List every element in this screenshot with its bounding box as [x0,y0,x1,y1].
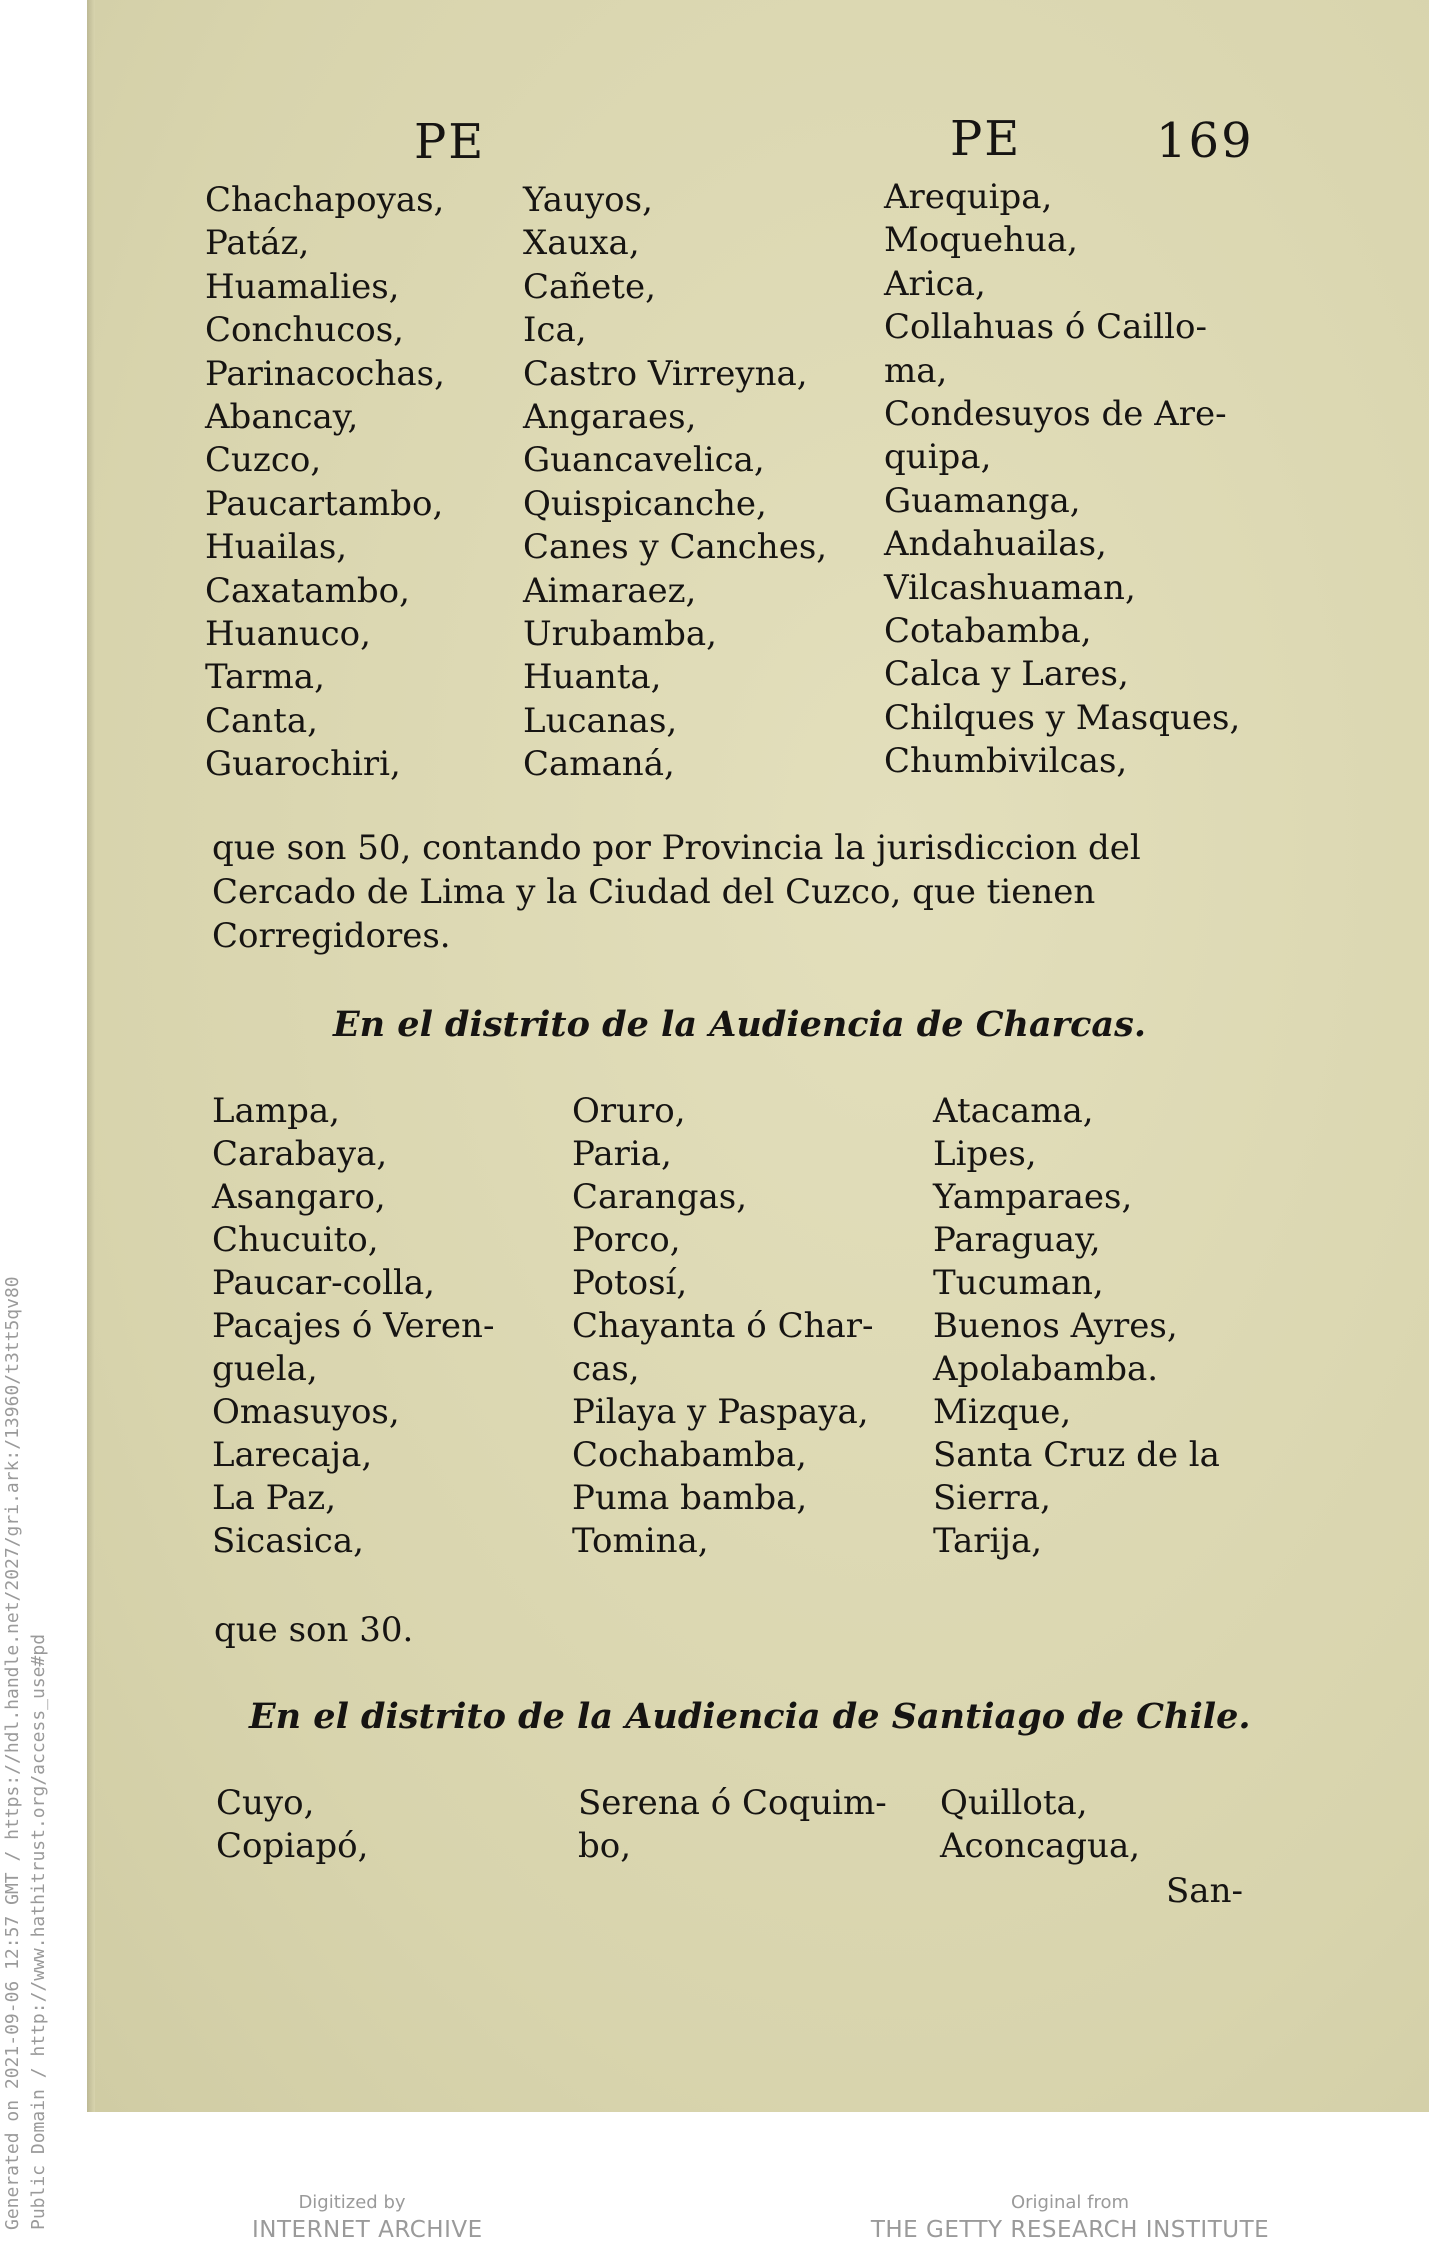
charcas-col3-entry: Lipes, [933,1134,1037,1174]
catchword: San- [1166,1871,1243,1911]
charcas-col3-entry: Mizque, [933,1392,1072,1432]
peru-col1-entry: Abancay, [205,397,359,437]
peru-col1-entry: Tarma, [205,657,325,698]
peru-col3-entry: Calca y Lares, [884,654,1129,695]
peru-col1-entry: Patáz, [205,223,310,264]
charcas-col2-entry: Carangas, [572,1177,747,1217]
hathitrust-side-stamp [0,1276,52,2230]
charcas-col1-entry: La Paz, [212,1478,336,1518]
footer-internet-archive: INTERNET ARCHIVE [252,2217,483,2243]
charcas-col1-entry: Paucar-colla, [212,1263,435,1303]
peru-col3-entry: Chilques y Masques, [884,697,1241,738]
peru-col2-entry: Aimaraez, [523,570,697,611]
peru-col3-entry: Chumbivilcas, [884,741,1128,782]
footer-original-from [870,2192,1270,2243]
peru-col3-entry: Guamanga, [884,480,1081,521]
peru-summary-line-3: Corregidores. [212,916,451,956]
peru-summary-line-1: que son 50, contando por Provincia la jurisdiccion del [212,828,1141,868]
peru-col2-entry: Quispicanche, [523,483,767,524]
peru-col3-entry: Cotabamba, [884,611,1092,651]
peru-col2-entry: Camaná, [523,744,675,785]
charcas-col1-entry: Pacajes ó Veren- [212,1306,495,1346]
charcas-col2-entry: cas, [572,1349,640,1389]
peru-col2-entry: Castro Virreyna, [523,353,808,394]
peru-col1-entry: Huamalies, [205,266,400,307]
chile-heading: En el distrito de la Audiencia de Santiago de Chile. [249,1696,1251,1737]
charcas-col2-entry: Cochabamba, [572,1435,807,1475]
peru-col1-entry: Conchucos, [205,310,404,351]
charcas-col1-entry: Omasuyos, [212,1392,400,1432]
charcas-col1-entry: Sicasica, [212,1521,364,1561]
charcas-col1-entry: Asangaro, [212,1177,386,1217]
side-stamp-line-2: Public Domain / http://www.hathitrust.org/access_use#pd [28,1633,49,2230]
peru-col3-entry: Andahuailas, [884,524,1107,565]
charcas-col1-entry: guela, [212,1349,318,1389]
peru-col1-entry: Huanuco, [205,614,371,654]
side-stamp-line-1: Generated on 2021-09-06 12:57 GMT / https://hdl.handle.net/2027/gri.ark:/13960/t3tt5qv80 [2,1276,23,2230]
peru-col1-entry: Paucartambo, [205,483,444,524]
charcas-heading: En el distrito de la Audiencia de Charcas. [333,1004,1146,1045]
charcas-col2-entry: Porco, [572,1220,681,1260]
page-number: 169 [1156,113,1254,169]
charcas-col3-entry: Paraguay, [933,1220,1101,1260]
peru-col3-entry: Moquehua, [884,220,1078,261]
footer-digitized-by [252,2192,483,2243]
running-head-left: PE [414,114,486,170]
charcas-col3-entry: Sierra, [933,1478,1051,1518]
chile-col1-entry: Cuyo, [216,1783,315,1823]
charcas-col1-entry: Carabaya, [212,1134,388,1174]
charcas-col1-entry: Chucuito, [212,1220,379,1260]
charcas-col3-entry: Atacama, [933,1091,1094,1131]
peru-col1-entry: Cuzco, [205,440,322,481]
footer-getty: THE GETTY RESEARCH INSTITUTE [870,2217,1270,2243]
charcas-col3-entry: Apolabamba. [933,1349,1159,1389]
peru-col1-entry: Chachapoyas, [205,180,445,220]
footer-digitized-label: Digitized by [298,2192,406,2213]
peru-col2-entry: Yauyos, [523,180,653,220]
peru-col2-entry: Cañete, [523,266,656,307]
peru-col2-entry: Angaraes, [523,397,697,437]
charcas-col3-entry: Tarija, [933,1521,1043,1561]
chile-col3-entry: Quillota, [940,1783,1088,1823]
charcas-col2-entry: Oruro, [572,1091,686,1131]
peru-col3-entry: Collahuas ó Caillo- [884,307,1207,348]
chile-col1-entry: Copiapó, [216,1826,369,1866]
peru-col1-entry: Huailas, [205,527,348,568]
peru-col2-entry: Lucanas, [523,700,678,741]
charcas-col3-entry: Buenos Ayres, [933,1306,1178,1346]
charcas-col3-entry: Santa Cruz de la [933,1435,1220,1475]
peru-col3-entry: quipa, [884,437,992,478]
peru-col2-entry: Xauxa, [523,223,640,264]
peru-col2-entry: Ica, [523,310,587,351]
peru-col1-entry: Parinacochas, [205,353,445,394]
charcas-col3-entry: Tucuman, [933,1263,1104,1303]
chile-col2-entry: Serena ó Coquim- [578,1783,887,1823]
charcas-col2-entry: Chayanta ó Char- [572,1306,874,1346]
charcas-col2-entry: Tomina, [572,1521,709,1561]
peru-col2-entry: Canes y Canches, [523,527,828,568]
charcas-col1-entry: Lampa, [212,1091,340,1131]
running-head-center: PE [950,111,1022,167]
peru-col2-entry: Guancavelica, [523,440,765,481]
peru-col1-entry: Canta, [205,700,318,741]
charcas-col2-entry: Pilaya y Paspaya, [572,1392,869,1432]
peru-col3-entry: Arequipa, [884,177,1053,217]
peru-col1-entry: Caxatambo, [205,570,410,611]
charcas-summary: que son 30. [214,1610,414,1650]
charcas-col3-entry: Yamparaes, [933,1177,1133,1217]
chile-col2-entry: bo, [578,1826,632,1866]
peru-col1-entry: Guarochiri, [205,744,401,785]
peru-col2-entry: Huanta, [523,657,662,698]
charcas-col2-entry: Potosí, [572,1263,688,1303]
charcas-col2-entry: Puma bamba, [572,1478,808,1518]
page-spine-shadow [87,0,95,2112]
charcas-col1-entry: Larecaja, [212,1435,373,1475]
peru-col2-entry: Urubamba, [523,614,717,654]
footer-original-label: Original from [1010,2192,1130,2213]
peru-col3-entry: Vilcashuaman, [884,567,1136,608]
charcas-col2-entry: Paria, [572,1134,672,1174]
chile-col3-entry: Aconcagua, [940,1826,1141,1866]
peru-col3-entry: ma, [884,350,948,391]
peru-col3-entry: Condesuyos de Are- [884,394,1227,434]
peru-col3-entry: Arica, [884,263,986,304]
peru-summary-line-2: Cercado de Lima y la Ciudad del Cuzco, que tienen [212,872,1096,912]
